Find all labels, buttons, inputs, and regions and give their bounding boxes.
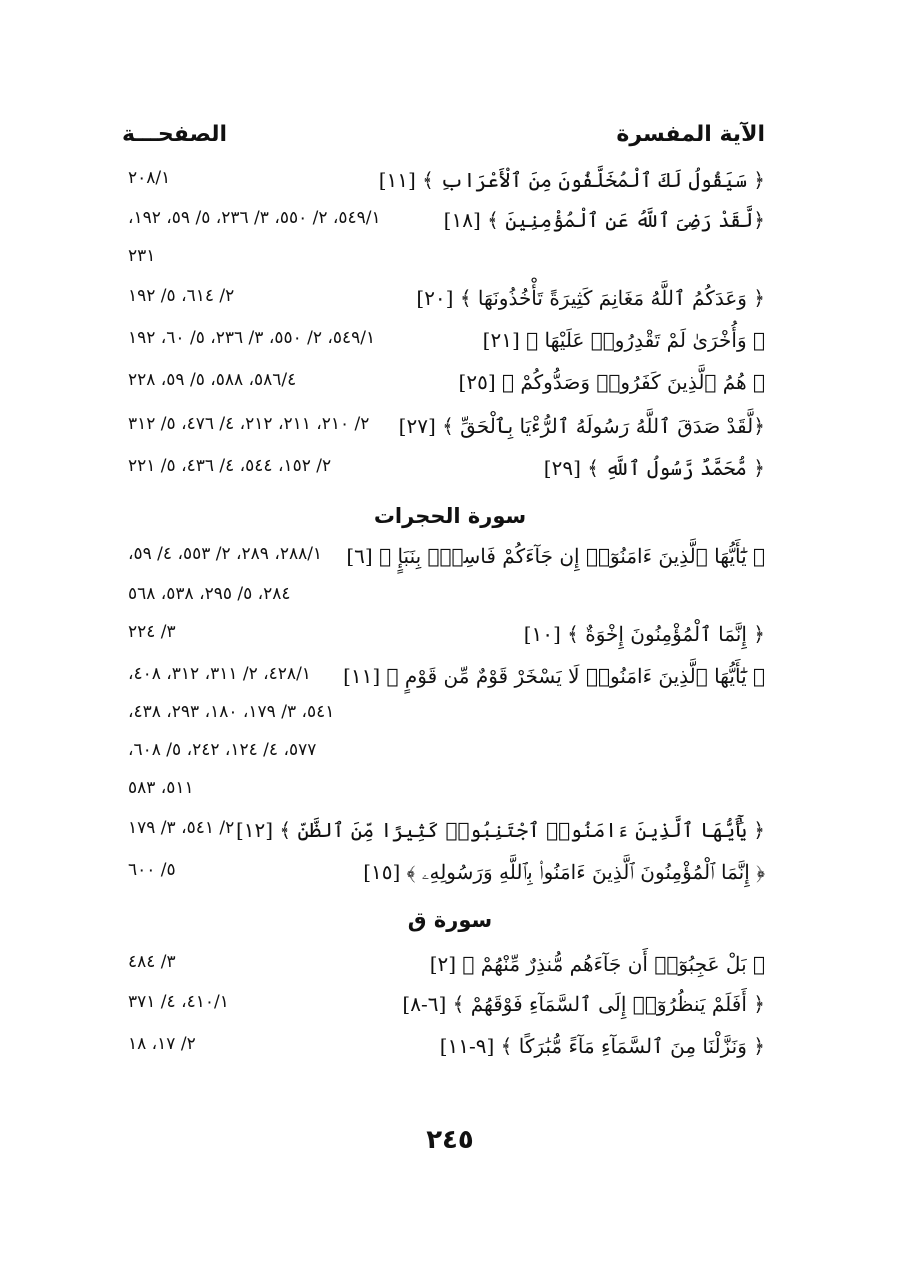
- page-refs-continued: ٢٨٤، ٥/ ٢٩٥، ٥٣٨، ٥٦٨: [128, 584, 291, 604]
- verse-text: ﴿ إِنَّمَا ٱلْمُؤْمِنُونَ إِخْوَةٌ ﴾ [١٠]: [523, 622, 765, 646]
- page-refs: ٥٤٩/١، ٢/ ٥٥٠، ٣/ ٢٣٦، ٥/ ٥٩، ١٩٢،: [128, 208, 381, 228]
- table-row: [0, 664, 900, 704]
- verse-text: ﴿ سَيَقُولُ لَكَ ٱلْمُخَلَّفُونَ مِنَ ٱلْأَعْرَابِ ﴾ [١١]: [378, 168, 765, 192]
- page-refs: ٢/ ٦١٤، ٥/ ١٩٢: [128, 286, 235, 306]
- surah-title: سورة الحجرات: [373, 504, 527, 528]
- verse-text: ﴿ هُمُ ٱلَّذِينَ كَفَرُوا۟ وَصَدُّوكُمْ ﴾ [٢٥]: [458, 370, 765, 394]
- table-row: [0, 286, 900, 326]
- verse-text: ﴿ أَفَلَمْ يَنظُرُوٓا۟ إِلَى ٱلسَّمَآءِ فَوْقَهُمْ ﴾ [٦-٨]: [402, 992, 765, 1016]
- page-refs: ٢٨٨/١، ٢٨٩، ٢/ ٥٥٣، ٤/ ٥٩،: [128, 544, 323, 564]
- verse-text: ﴿ وَنَزَّلْنَا مِنَ ٱلسَّمَآءِ مَآءً مُّبَٰرَكًا ﴾ [٩-١١]: [439, 1034, 765, 1058]
- page-refs: ٥٨٦/٤، ٥٨٨، ٥/ ٥٩، ٢٢٨: [128, 370, 297, 390]
- table-row: [0, 992, 900, 1032]
- verse-text: ﴿ وَعَدَكُمُ ٱللَّهُ مَغَانِمَ كَثِيرَةً تَأْخُذُونَهَا ﴾ [٢٠]: [416, 286, 765, 310]
- surah-title: سورة ق: [407, 908, 493, 932]
- page-refs: ٢٠٨/١: [128, 168, 171, 188]
- verse-text: ﴿ وَأُخْرَىٰ لَمْ تَقْدِرُوا۟ عَلَيْهَا ﴾ [٢١]: [482, 328, 765, 352]
- page-number: ٢٤٥: [426, 1125, 474, 1155]
- verse-text: ﴿ إِنَّمَا ٱلْمُؤْمِنُونَ ٱلَّذِينَ ءَامَنُوا۟ بِٱللَّهِ وَرَسُولِهِۦ ﴾ [١٥]: [363, 860, 765, 884]
- page-refs-continued: ٥٧٧، ٤/ ١٢٤، ٢٤٢، ٥/ ٦٠٨،: [128, 740, 317, 760]
- table-row: [0, 414, 900, 454]
- table-row: [0, 860, 900, 900]
- verse-text: ﴿ مُّحَمَّدٌ رَّسُولُ ٱللَّهِ ﴾ [٢٩]: [543, 456, 765, 480]
- verse-text: ﴿ يَٰٓأَيُّهَا ٱلَّذِينَ ءَامَنُوا۟ ٱجْتَنِبُوا۟ كَثِيرًا مِّنَ ٱلظَّنِّ ﴾ [١٢]: [235, 818, 765, 842]
- page-refs: ٤١٠/١، ٤/ ٣٧١: [128, 992, 229, 1012]
- page-refs: ٢/ ١٥٢، ٥٤٤، ٤/ ٤٣٦، ٥/ ٢٢١: [128, 456, 332, 476]
- page-refs: ٢/ ٢١٠، ٢١١، ٢١٢، ٤/ ٤٧٦، ٥/ ٣١٢: [128, 414, 370, 434]
- verse-text: ﴿لَّقَدْ رَضِىَ ٱللَّهُ عَنِ ٱلْمُؤْمِنِينَ ﴾ [١٨]: [443, 208, 765, 232]
- table-row: [0, 328, 900, 368]
- table-row: [0, 952, 900, 992]
- verse-text: ﴿ يَٰٓأَيُّهَا ٱلَّذِينَ ءَامَنُوٓا۟ إِن جَآءَكُمْ فَاسِقٌۢ بِنَبَإٍ ﴾ [٦]: [346, 544, 765, 568]
- table-row: [0, 1034, 900, 1074]
- verse-text: ﴿ يَٰٓأَيُّهَا ٱلَّذِينَ ءَامَنُوا۟ لَا يَسْخَرْ قَوْمٌ مِّن قَوْمٍ ﴾ [١١]: [343, 664, 765, 688]
- page-column-header: الصفحـــة: [122, 122, 228, 147]
- verse-text: ﴿لَّقَدْ صَدَقَ ٱللَّهُ رَسُولَهُ ٱلرُّءْيَا بِٱلْحَقِّ ﴾ [٢٧]: [398, 414, 765, 438]
- page-refs: ٥٤٩/١، ٢/ ٥٥٠، ٣/ ٢٣٦، ٥/ ٦٠، ١٩٢: [128, 328, 376, 348]
- verse-text: ﴿ بَلْ عَجِبُوٓا۟ أَن جَآءَهُم مُّنذِرٌ مِّنْهُمْ ﴾ [٢]: [429, 952, 765, 976]
- page-refs: ٣/ ٢٢٤: [128, 622, 176, 642]
- page-refs-continued: ٢٣١: [128, 246, 156, 266]
- page-refs: ٤٢٨/١، ٢/ ٣١١، ٣١٢، ٤٠٨،: [128, 664, 311, 684]
- table-row: [0, 544, 900, 584]
- page-refs-continued: ٥٤١، ٣/ ١٧٩، ١٨٠، ٢٩٣، ٤٣٨،: [128, 702, 335, 722]
- page-refs: ٥/ ٦٠٠: [128, 860, 176, 880]
- table-row: [0, 456, 900, 496]
- verse-column-header: الآية المفسرة: [616, 122, 765, 147]
- page-refs: ٢/ ٥٤١، ٣/ ١٧٩: [128, 818, 235, 838]
- table-row: [0, 370, 900, 410]
- table-row: [0, 208, 900, 248]
- page-refs: ٣/ ٤٨٤: [128, 952, 176, 972]
- page-refs-continued: ٥١١، ٥٨٣: [128, 778, 194, 798]
- table-row: [0, 622, 900, 662]
- table-row: [0, 818, 900, 858]
- table-row: [0, 168, 900, 208]
- page-refs: ٢/ ١٧، ١٨: [128, 1034, 196, 1054]
